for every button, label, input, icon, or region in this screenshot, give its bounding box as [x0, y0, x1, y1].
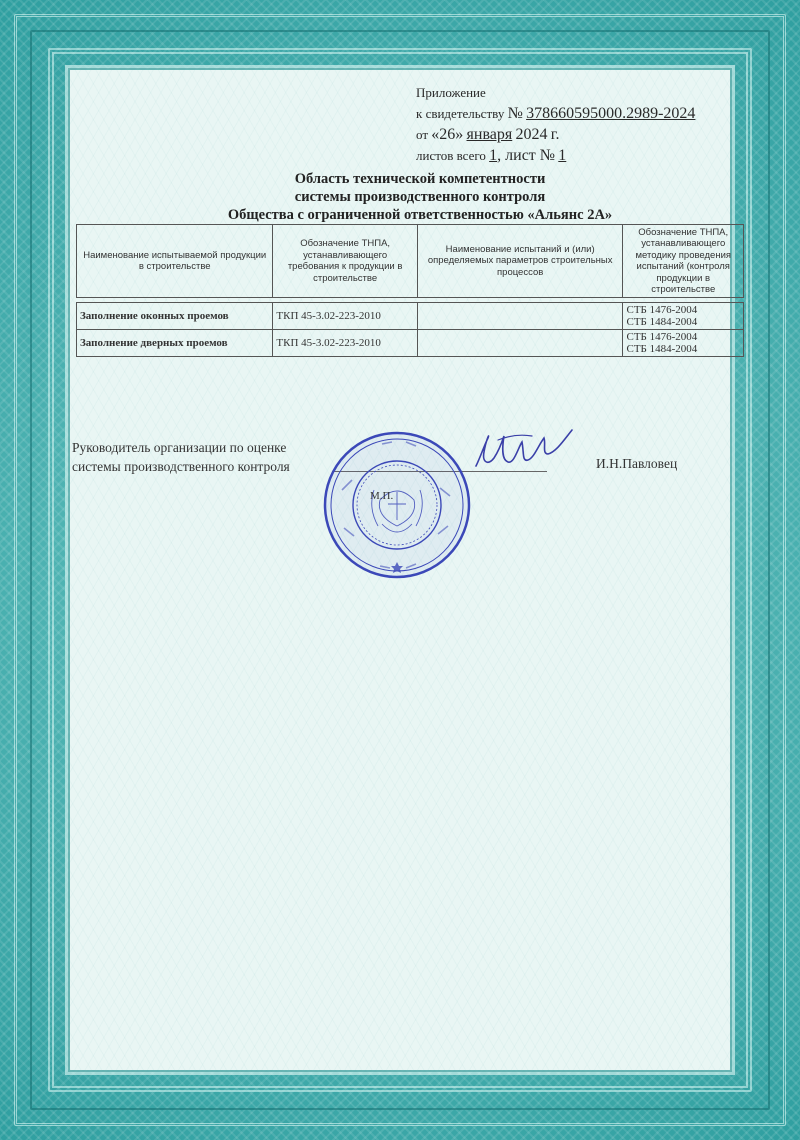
row-tests — [417, 303, 623, 330]
sheet-number: 1 — [558, 147, 567, 164]
official-seal-icon — [322, 430, 472, 580]
date-line: от «26» января 2024 г. — [416, 126, 560, 143]
date-day: «26» — [431, 126, 464, 143]
sheets-line: листов всего 1, лист № 1 — [416, 147, 567, 164]
date-year: 2024 — [515, 126, 548, 143]
date-month: января — [466, 126, 513, 143]
row-tnpa: ТКП 45-3.02-223-2010 — [273, 330, 417, 357]
seal-label: М.П. — [370, 490, 394, 502]
table-header-row — [77, 225, 744, 298]
document-body — [70, 70, 730, 1070]
row-tnpa: ТКП 45-3.02-223-2010 — [273, 303, 417, 330]
appendix-block — [416, 82, 695, 166]
header-tnpa: Обозначение ТНПА, устанавливающего требования к продукции в строительстве — [273, 225, 417, 298]
appendix-heading: Приложение — [416, 85, 486, 100]
competence-table — [76, 224, 744, 357]
row-product: Заполнение оконных проемов — [77, 303, 273, 330]
header-product: Наименование испытываемой продукции в строительстве — [77, 225, 273, 298]
row-tests — [417, 330, 623, 357]
handwritten-signature-icon — [468, 418, 578, 478]
signer-position: Руководитель организации по оценке системы производственного контроля — [72, 440, 290, 474]
document-title: Область технической компетентности системы производственного контроля Общества с ограниченной ответственностью «Альянс 2А» — [227, 171, 613, 223]
row-methods: СТБ 1476-2004 СТБ 1484-2004 — [623, 303, 744, 330]
certificate-number: 378660595000.2989-2024 — [526, 105, 696, 122]
row-product: Заполнение дверных проемов — [77, 330, 273, 357]
sheets-total: 1 — [489, 147, 498, 164]
table-row — [77, 330, 744, 357]
certificate-line: к свидетельству № 378660595000.2989-2024 — [416, 105, 696, 122]
signer-name: И.Н.Павловец — [596, 456, 678, 471]
row-methods: СТБ 1476-2004 СТБ 1484-2004 — [623, 330, 744, 357]
table-row — [77, 303, 744, 330]
header-methods: Обозначение ТНПА, устанавливающего методику проведения испытаний (контроля продукции в строительстве — [623, 225, 744, 298]
header-tests: Наименование испытаний и (или) определяемых параметров строительных процессов — [417, 225, 623, 298]
